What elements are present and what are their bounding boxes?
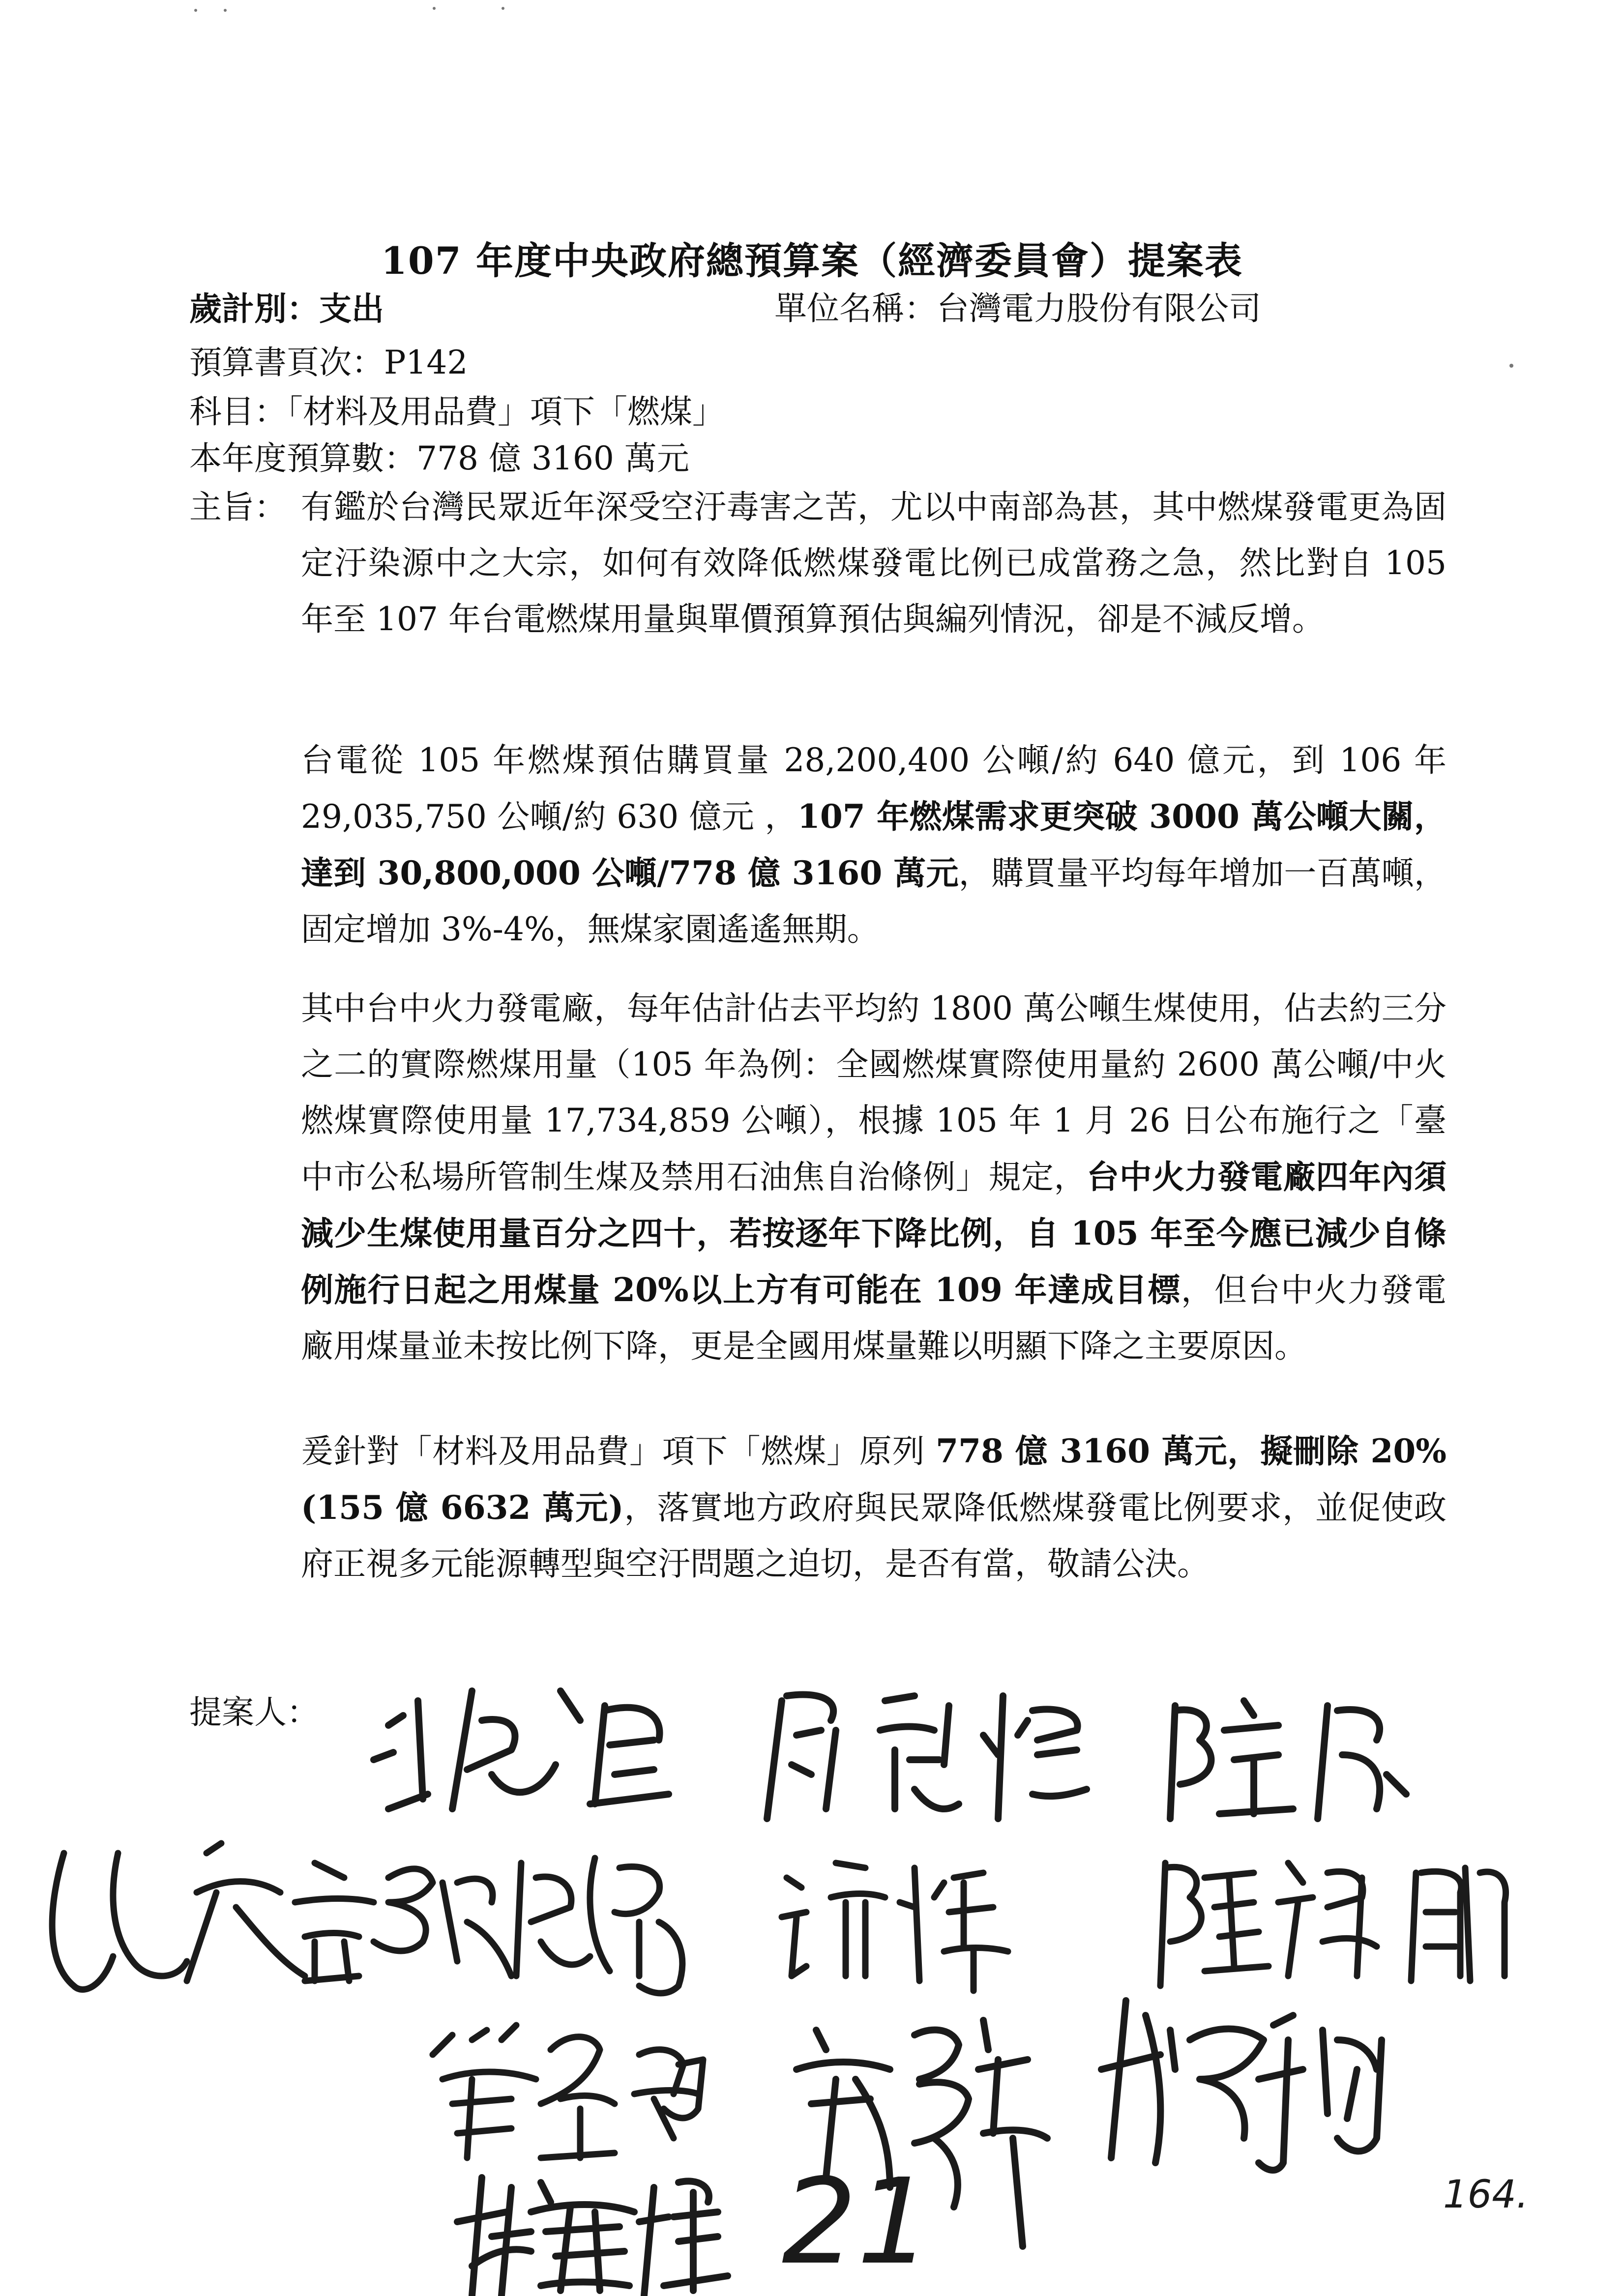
scan-speck [224, 9, 227, 12]
document-title: 107 年度中央政府總預算案（經濟委員會）提案表 [381, 239, 1243, 283]
paragraph-coal-purchase [301, 732, 1447, 958]
signature-3 [1170, 1701, 1406, 1819]
handwritten-number: 21 [782, 2153, 932, 2291]
budget-subject: 科目：「材料及用品費」項下「燃煤」 [189, 393, 725, 431]
signature-7 [1160, 1863, 1506, 1986]
paragraph-text: 爰針對「材料及用品費」項下「燃煤」原列 [301, 1432, 936, 1470]
paragraph-text: 台電從 105 年燃煤預估購買量 28,200,400 公噸/約 640 億元，到 106 年 29,035,750 公噸/約 630 億元 ， [301, 741, 1447, 836]
unit-name: 單位名稱：台灣電力股份有限公司 [774, 290, 1261, 327]
budget-type: 歲計別：支出 [189, 290, 384, 328]
signature-10 [1101, 2001, 1382, 2170]
paragraph-proposal [301, 1423, 1447, 1592]
paragraph-text: ，購買量平均每年增加一百萬噸，固定增加 3%-4%，無煤家園遙遙無期。 [301, 854, 1447, 948]
signature-4 [52, 1843, 374, 1990]
paragraph-purpose: 有鑑於台灣民眾近年深受空汙毒害之苦，尤以中南部為甚，其中燃煤發電更為固定汙染源中之大宗，如何有效降低燃煤發電比例已成當務之急，然比對自 105 年至 107 年台電燃煤用量與單價預算預估與編列情況，卻是不減反增。 [301, 488, 1447, 638]
emphasis-text: 778 億 3160 萬元，擬刪除 20%(155 億 6632 萬元) [301, 1432, 1447, 1527]
page-number: 164. [1443, 2173, 1529, 2217]
signature-5 [374, 1858, 682, 1993]
signature-1 [374, 1691, 669, 1809]
proposer-label: 提案人： [189, 1693, 319, 1731]
scan-speck [433, 7, 436, 10]
budget-amount: 本年度預算數：778 億 3160 萬元 [189, 439, 689, 477]
scan-speck [502, 7, 504, 10]
paragraph-text: 其中台中火力發電廠，每年估計佔去平均約 1800 萬公噸生煤使用，佔去約三分之二的實際燃煤用量（105 年為例：全國燃煤實際使用量約 2600 萬公噸/中火燃煤實際使用量 17,734,859 公噸），根據 105 年 1 月 26 日公布施行之「臺中市公私場所管制生煤及禁用石油焦自治條例」規定， [301, 989, 1447, 1196]
signature-8 [433, 2025, 703, 2158]
signature-2 [767, 1694, 1087, 1819]
signature-6 [782, 1863, 1008, 1991]
purpose-label: 主旨： [189, 488, 287, 526]
scan-speck [1509, 364, 1513, 368]
scan-speck [194, 9, 197, 12]
paragraph-text: ，但台中火力發電廠用煤量並未按比例下降，更是全國用煤量難以明顯下降之主要原因。 [301, 1271, 1447, 1365]
paragraph-text: ，落實地方政府與民眾降低燃煤發電比例要求，並促使政府正視多元能源轉型與空汙問題之迫切，是否有當，敬請公決。 [301, 1489, 1447, 1583]
emphasis-text: 台中火力發電廠四年內須減少生煤使用量百分之四十，若按逐年下降比例，自 105 年至今應已減少自條例施行日起之用煤量 20%以上方有可能在 109 年達成目標 [301, 1158, 1447, 1309]
budget-page-ref: 預算書頁次：P142 [189, 344, 468, 381]
emphasis-text: 107 年燃煤需求更突破 3000 萬公噸大關，達到 30,800,000 公噸/778 億 3160 萬元 [301, 797, 1447, 892]
signature-11 [457, 2178, 728, 2296]
paragraph-taichung-plant [301, 981, 1447, 1374]
